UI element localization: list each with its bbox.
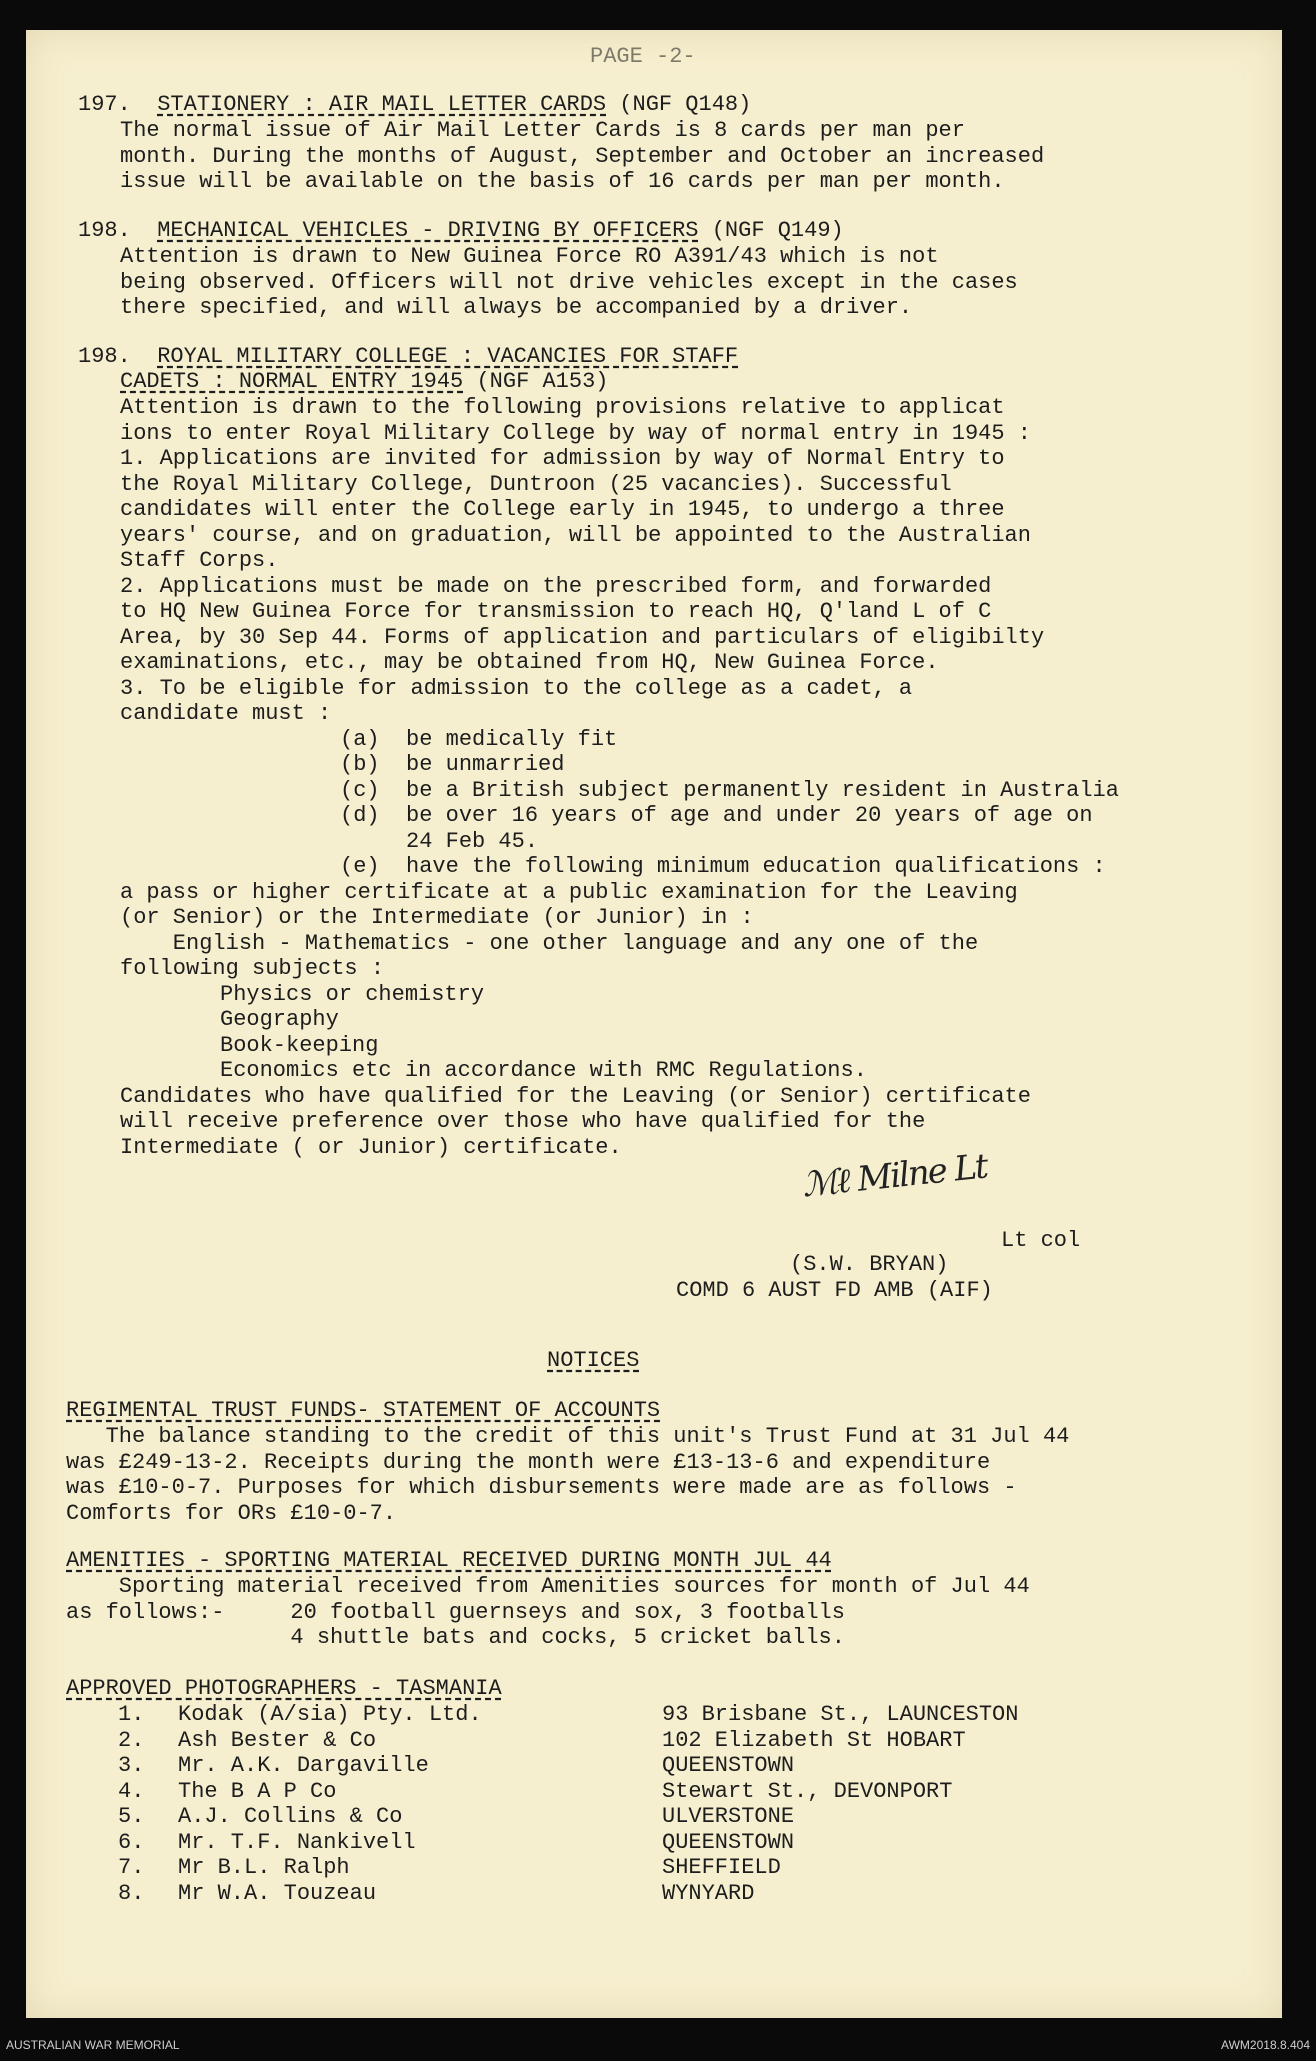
- body-line: candidates will enter the College early in 1945, to undergo a three: [120, 497, 1005, 522]
- photographer-address: Stewart St., DEVONPORT: [662, 1778, 953, 1804]
- signature-name: (S.W. BRYAN): [790, 1252, 949, 1277]
- body-line: candidate must :: [120, 701, 332, 726]
- photographer-address: WYNYARD: [662, 1880, 755, 1906]
- photographer-name: Kodak (A/sia) Pty. Ltd.: [178, 1702, 482, 1727]
- body-line: 2. Applications must be made on the prescribed form, and forwarded: [120, 573, 992, 599]
- photographer-name: Mr. A.K. Dargaville: [178, 1753, 429, 1778]
- body-line: Area, by 30 Sep 44. Forms of application and particulars of eligibilty: [120, 624, 1045, 650]
- photographers-heading: APPROVED PHOTOGRAPHERS - TASMANIA: [66, 1676, 502, 1701]
- photographer-name: Mr. T.F. Nankivell: [178, 1829, 416, 1855]
- body-line: issue will be available on the basis of 16 cards per man per month.: [120, 169, 1005, 194]
- condition-line: (b) be unmarried: [340, 752, 565, 777]
- body-line: a pass or higher certificate at a public examination for the Leaving: [120, 879, 1018, 905]
- item-198a-title: MECHANICAL VEHICLES - DRIVING BY OFFICERS: [157, 218, 699, 243]
- photographer-address: 102 Elizabeth St HOBART: [662, 1727, 966, 1753]
- condition-line: 24 Feb 45.: [340, 828, 539, 854]
- item-198b-number: 198.: [78, 344, 131, 369]
- subject-line: Economics etc in accordance with RMC Regulations.: [220, 1058, 867, 1083]
- notice-line: The balance standing to the credit of this unit's Trust Fund at 31 Jul 44: [66, 1424, 1070, 1449]
- item-198b-sub-ref: (NGF A153): [476, 369, 609, 394]
- body-line: ions to enter Royal Military College by way of normal entry in 1945 :: [120, 420, 1031, 446]
- photographer-address: QUEENSTOWN: [662, 1753, 795, 1778]
- item-198a-number: 198.: [78, 218, 131, 243]
- subject-line: Book-keeping: [220, 1032, 379, 1058]
- footer-accession-number: AWM2018.8.404: [1221, 2038, 1310, 2052]
- signature-appointment: COMD 6 AUST FD AMB (AIF): [676, 1278, 993, 1303]
- body-line: there specified, and will always be accompanied by a driver.: [120, 295, 913, 320]
- condition-line: (c) be a British subject permanently resident in Australia: [340, 777, 1119, 803]
- photographer-number: 2.: [118, 1727, 145, 1753]
- page-header: PAGE -2-: [590, 44, 696, 69]
- item-198b-sub-title: CADETS : NORMAL ENTRY 1945: [120, 369, 464, 394]
- item-197-number: 197.: [78, 92, 131, 117]
- body-line: (or Senior) or the Intermediate (or Junior) in :: [120, 905, 754, 930]
- body-line: Candidates who have qualified for the Leaving (or Senior) certificate: [120, 1083, 1031, 1109]
- photographer-address: SHEFFIELD: [662, 1855, 781, 1880]
- notice-line: as follows:- 20 football guernseys and sox, 3 footballs: [66, 1599, 845, 1625]
- body-line: following subjects :: [120, 956, 385, 981]
- body-line: years' course, and on graduation, will be appointed to the Australian: [120, 522, 1031, 548]
- body-line: to HQ New Guinea Force for transmission to reach HQ, Q'land L of C: [120, 599, 992, 624]
- photographer-number: 6.: [118, 1829, 145, 1855]
- notice-line: was £249-13-2. Receipts during the month were £13-13-6 and expenditure: [66, 1449, 991, 1475]
- photographer-address: 93 Brisbane St., LAUNCESTON: [662, 1702, 1019, 1727]
- handwritten-signature: ℳℓ Milne Lt: [800, 1146, 989, 1206]
- notice-line: was £10-0-7. Purposes for which disbursements were made are as follows -: [66, 1475, 1017, 1500]
- photographer-address: QUEENSTOWN: [662, 1829, 795, 1855]
- body-line: the Royal Military College, Duntroon (25 vacancies). Successful: [120, 471, 952, 497]
- body-line: month. During the months of August, September and October an increased: [120, 143, 1045, 169]
- body-line: Attention is drawn to the following provisions relative to applicat: [120, 395, 1005, 420]
- body-line: examinations, etc., may be obtained from HQ, New Guinea Force.: [120, 650, 939, 675]
- condition-line: (e) have the following minimum education qualifications :: [340, 854, 1106, 879]
- subject-line: Physics or chemistry: [220, 981, 485, 1007]
- body-line: English - Mathematics - one other language and any one of the: [120, 930, 979, 956]
- body-line: Intermediate ( or Junior) certificate.: [120, 1134, 622, 1160]
- photographer-address: ULVERSTONE: [662, 1804, 795, 1829]
- body-line: 3. To be eligible for admission to the college as a cadet, a: [120, 675, 913, 701]
- notice-line: Sporting material received from Amenities sources for month of Jul 44: [66, 1574, 1030, 1599]
- photographer-name: Ash Bester & Co: [178, 1727, 377, 1753]
- body-line: 1. Applications are invited for admission by way of Normal Entry to: [120, 446, 1005, 471]
- condition-line: (a) be medically fit: [340, 726, 618, 752]
- item-197-ref: (NGF Q148): [619, 92, 752, 117]
- item-198b-heading: [78, 344, 738, 370]
- body-line: The normal issue of Air Mail Letter Cards is 8 cards per man per: [120, 118, 965, 143]
- item-198a-ref: (NGF Q149): [711, 218, 844, 243]
- condition-line: (d) be over 16 years of age and under 20 years of age on: [340, 803, 1093, 828]
- notice-title: REGIMENTAL TRUST FUNDS- STATEMENT OF ACCOUNTS: [66, 1398, 661, 1423]
- signature-rank: Lt col: [1001, 1228, 1081, 1253]
- notices-heading: NOTICES: [547, 1348, 640, 1373]
- photographer-number: 5.: [118, 1804, 145, 1829]
- photographer-name: A.J. Collins & Co: [178, 1804, 403, 1829]
- photographer-number: 3.: [118, 1753, 145, 1778]
- photographer-name: Mr B.L. Ralph: [178, 1855, 350, 1880]
- body-line: Attention is drawn to New Guinea Force RO A391/43 which is not: [120, 244, 939, 269]
- body-line: Staff Corps.: [120, 548, 279, 573]
- photographer-number: 4.: [118, 1778, 145, 1804]
- photographer-name: The B A P Co: [178, 1778, 337, 1804]
- subject-line: Geography: [220, 1007, 339, 1032]
- item-198b-title: ROYAL MILITARY COLLEGE : VACANCIES FOR STAFF: [157, 344, 739, 369]
- item-198a-heading: [78, 218, 844, 244]
- body-line: will receive preference over those who have qualified for the: [120, 1109, 926, 1134]
- notice-line: 4 shuttle bats and cocks, 5 cricket balls.: [66, 1625, 845, 1650]
- photographer-number: 8.: [118, 1880, 145, 1906]
- footer-archive-name: AUSTRALIAN WAR MEMORIAL: [6, 2038, 180, 2052]
- notice-title: AMENITIES - SPORTING MATERIAL RECEIVED DURING MONTH JUL 44: [66, 1548, 832, 1573]
- item-197-heading: [78, 92, 751, 118]
- photographer-number: 7.: [118, 1855, 145, 1880]
- body-line: being observed. Officers will not drive vehicles except in the cases: [120, 269, 1018, 295]
- notice-line: Comforts for ORs £10-0-7.: [66, 1500, 397, 1526]
- item-198b-sub-heading: [120, 369, 609, 395]
- item-197-title: STATIONERY : AIR MAIL LETTER CARDS: [157, 92, 607, 117]
- photographer-name: Mr W.A. Touzeau: [178, 1880, 377, 1906]
- photographer-number: 1.: [118, 1702, 145, 1727]
